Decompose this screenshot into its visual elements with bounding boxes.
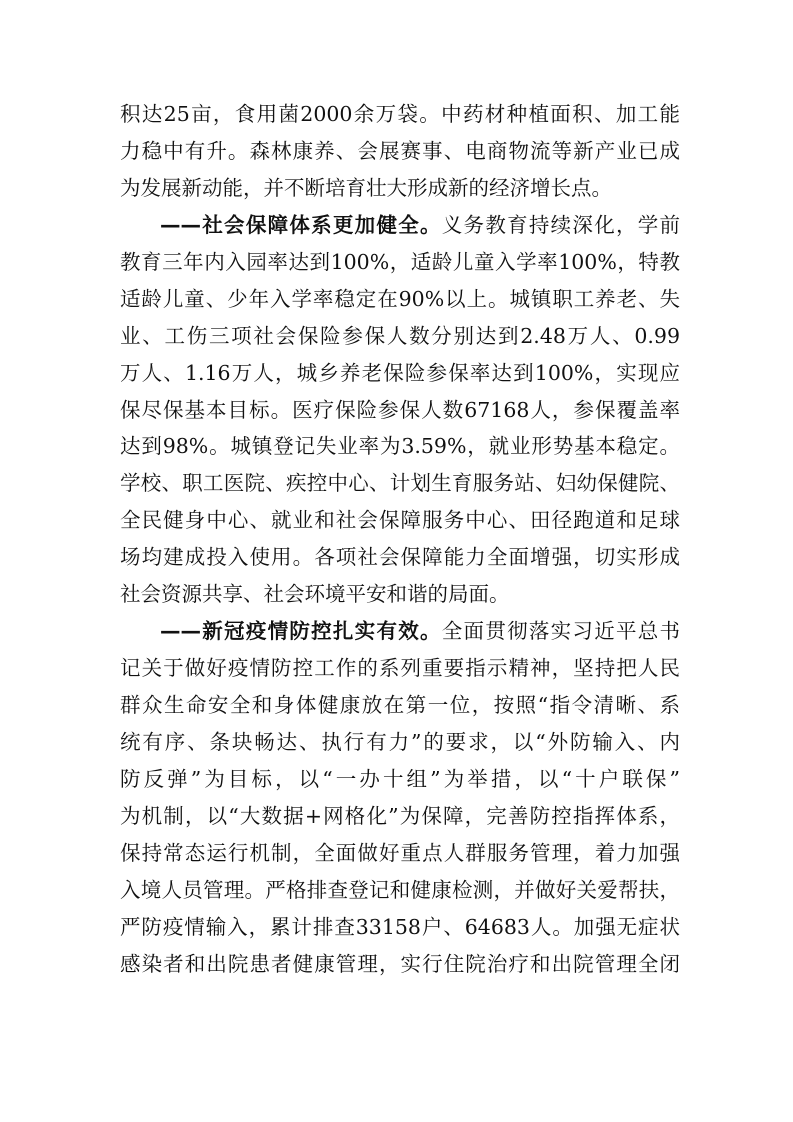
text-line <box>120 207 680 244</box>
text-run: 义务教育持续深化，学前 <box>441 212 680 237</box>
paragraph-epidemic-prevention <box>120 613 680 982</box>
text-line: 严防疫情输入，累计排查33158户、64683人。加强无症状 <box>120 914 680 939</box>
text-line: 达到98%。城镇登记失业率为3.59%，就业形势基本稳定。 <box>120 434 680 459</box>
text-line: 入境人员管理。严格排查登记和健康检测，并做好关爱帮扶， <box>120 877 680 902</box>
section-heading: ——社会保障体系更加健全。 <box>160 212 442 237</box>
text-line: 保持常态运行机制，全面做好重点人群服务管理，着力加强 <box>120 840 680 865</box>
document-body <box>120 96 680 983</box>
text-line: 为机制，以“大数据+网格化”为保障，完善防控指挥体系， <box>120 803 680 828</box>
text-line: 社会资源共享、社会环境平安和谐的局面。 <box>120 582 510 607</box>
text-line: 适龄儿童、少年入学率稳定在90%以上。城镇职工养老、失 <box>120 286 680 311</box>
text-line: 积达25亩，食用菌2000余万袋。中药材种植面积、加工能 <box>120 102 680 126</box>
text-line: 群众生命安全和身体健康放在第一位，按照“指令清晰、系 <box>120 693 680 717</box>
section-heading: ——新冠疫情防控扎实有效。 <box>160 619 442 644</box>
text-run: 全面贯彻落实习近平总书 <box>441 619 680 644</box>
text-line: 为发展新动能，并不断培育壮大形成新的经济增长点。 <box>120 175 612 200</box>
text-line: 全民健身中心、就业和社会保障服务中心、田径跑道和足球 <box>120 508 680 533</box>
paragraph-social-security <box>120 207 680 613</box>
text-line: 万人、1.16万人，城乡养老保险参保率达到100%，实现应 <box>120 360 680 385</box>
text-line <box>120 613 680 650</box>
text-line: 学校、职工医院、疾控中心、计划生育服务站、妇幼保健院、 <box>120 471 680 496</box>
text-line: 教育三年内入园率达到100%，适龄儿童入学率100%，特教 <box>120 249 680 274</box>
text-line: 保尽保基本目标。医疗保险参保人数67168人，参保覆盖率 <box>120 397 680 422</box>
text-line: 记关于做好疫情防控工作的系列重要指示精神，坚持把人民 <box>120 656 680 681</box>
text-line: 防反弹”为目标，以“一办十组”为举措，以“十户联保” <box>120 766 680 791</box>
text-line: 统有序、条块畅达、执行有力”的要求，以“外防输入、内 <box>120 729 680 754</box>
paragraph-continued <box>120 96 680 207</box>
text-line: 感染者和出院患者健康管理，实行住院治疗和出院管理全闭 <box>120 951 680 976</box>
text-line: 力稳中有升。森林康养、会展赛事、电商物流等新产业已成 <box>120 138 680 163</box>
text-line: 业、工伤三项社会保险参保人数分别达到2.48万人、0.99 <box>120 323 680 348</box>
text-line: 场均建成投入使用。各项社会保障能力全面增强，切实形成 <box>120 545 680 570</box>
